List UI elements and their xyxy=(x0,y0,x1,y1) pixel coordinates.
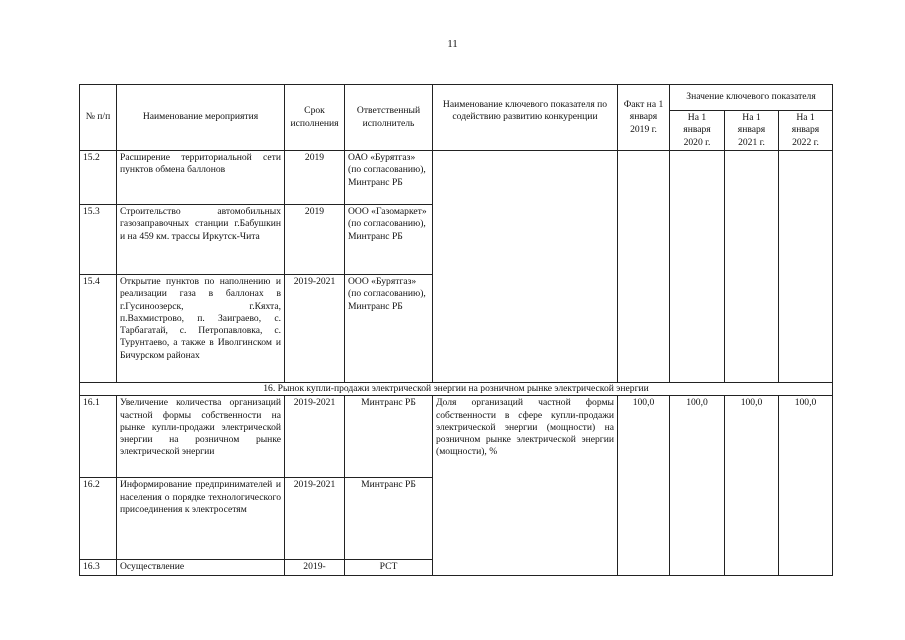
row-term: 2019-2021 xyxy=(285,396,345,478)
row-event: Открытие пунктов по наполнению и реализации газа в баллонах в г.Гусиноозерск, г.Кяхта, п.Вахмистрово, п. Заиграево, с. Тарбагатай, с. Петропавловка, с. Турунтаево, а также в Иволгинском и Бичурском районах xyxy=(117,275,285,383)
row-event: Расширение территориальной сети пунктов обмена баллонов xyxy=(117,151,285,205)
indicator-2022: 100,0 xyxy=(779,396,833,575)
row-term: 2019-2021 xyxy=(285,275,345,383)
empty-indicator-cell xyxy=(433,151,618,383)
header-num: № п/п xyxy=(80,85,117,151)
header-fact: Факт на 1 января 2019 г. xyxy=(618,85,670,151)
header-2020: На 1 января 2020 г. xyxy=(670,111,725,151)
measures-table xyxy=(79,84,833,576)
row-responsible: РСТ xyxy=(345,560,433,575)
empty-2022-cell xyxy=(779,151,833,383)
row-responsible: Минтранс РБ xyxy=(345,478,433,560)
row-term: 2019 xyxy=(285,151,345,205)
indicator-fact: 100,0 xyxy=(618,396,670,575)
empty-fact-cell xyxy=(618,151,670,383)
row-responsible: ОАО «Бурятгаз» (по согласованию), Минтранс РБ xyxy=(345,151,433,205)
header-value-group: Значение ключевого показателя xyxy=(670,85,833,111)
empty-2021-cell xyxy=(725,151,779,383)
row-num: 15.2 xyxy=(80,151,117,205)
row-event: Строительство автомобильных газозаправочных станции г.Бабушкин и на 459 км. трассы Иркутск-Чита xyxy=(117,205,285,275)
header-responsible: Ответственный исполнитель xyxy=(345,85,433,151)
table-row xyxy=(80,396,833,478)
row-responsible: ООО «Газомаркет» (по согласованию), Минтранс РБ xyxy=(345,205,433,275)
row-event: Увеличение количества организаций частной формы собственности на рынке купли-продажи электрической энергии на розничном рынке электрической энергии xyxy=(117,396,285,478)
header-2022: На 1 января 2022 г. xyxy=(779,111,833,151)
table-row xyxy=(80,151,833,205)
header-2021: На 1 января 2021 г. xyxy=(725,111,779,151)
row-num: 16.3 xyxy=(80,560,117,575)
row-num: 16.1 xyxy=(80,396,117,478)
row-event: Осуществление xyxy=(117,560,285,575)
page-number: 11 xyxy=(447,38,458,50)
row-responsible: ООО «Бурятгаз» (по согласованию), Минтранс РБ xyxy=(345,275,433,383)
indicator-2021: 100,0 xyxy=(725,396,779,575)
row-num: 15.3 xyxy=(80,205,117,275)
header-row xyxy=(80,85,833,111)
row-responsible: Минтранс РБ xyxy=(345,396,433,478)
section-title: 16. Рынок купли-продажи электрической энергии на розничном рынке электрической энергии xyxy=(80,383,833,396)
indicator-2020: 100,0 xyxy=(670,396,725,575)
row-event: Информирование предпринимателей и населения о порядке технологического присоединения к электросетям xyxy=(117,478,285,560)
row-term: 2019- xyxy=(285,560,345,575)
row-term: 2019 xyxy=(285,205,345,275)
empty-2020-cell xyxy=(670,151,725,383)
header-event: Наименование мероприятия xyxy=(117,85,285,151)
section-row xyxy=(80,383,833,396)
row-term: 2019-2021 xyxy=(285,478,345,560)
header-term: Срок исполнения xyxy=(285,85,345,151)
row-num: 15.4 xyxy=(80,275,117,383)
indicator-name: Доля организаций частной формы собственности в сфере купли-продажи электрической энергии (мощности) на розничном рынке электрической энергии (мощности), % xyxy=(433,396,618,575)
row-num: 16.2 xyxy=(80,478,117,560)
header-indicator: Наименование ключевого показателя по содействию развитию конкуренции xyxy=(433,85,618,151)
